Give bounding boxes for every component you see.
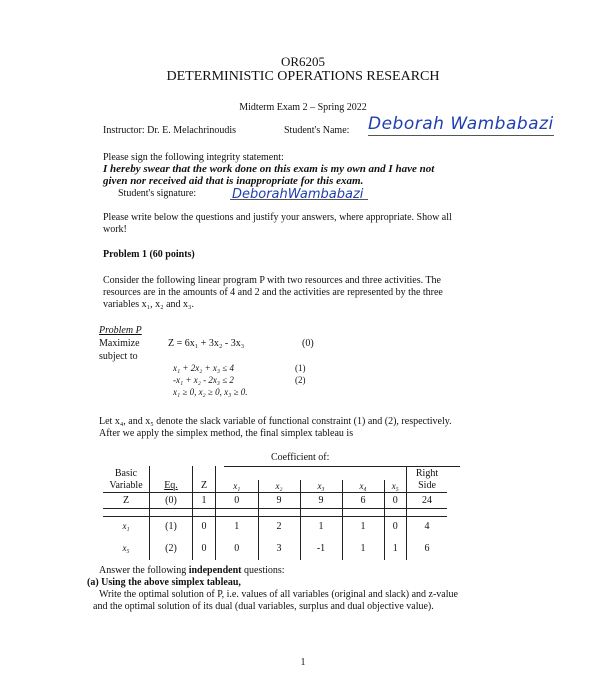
basic-cell: x₅ [122,543,130,553]
signature-label: Student's signature: [118,188,197,199]
constraint-2: -x₁ + x₂ - 2x₃ ≤ 2 [173,375,234,385]
questions-intro-bold: independent [188,565,242,576]
x5-column-header: x₅ [384,480,407,492]
coef-cell: 2 [258,516,300,536]
coef-cell: 6 [342,492,384,508]
coef-cell: 3 [258,536,300,560]
question-a-line1: (a) Using the above simplex tableau, [87,577,241,588]
coef-cell: 1 [342,516,384,536]
x4-column-header: x₄ [342,480,384,492]
constraint-1-number: (1) [295,363,306,373]
integrity-prompt: Please sign the following integrity statement: [103,152,284,163]
x3-column-header: x₃ [300,480,342,492]
constraint-1: x₁ + 2x₂ + x₃ ≤ 4 [173,363,234,373]
instructions-line1: Please write below the questions and justify your answers, where appropriate. Show all [103,212,452,223]
table-row [103,516,447,536]
coef-cell: 0 [216,536,259,560]
instructor-label: Instructor: Dr. E. Melachrinoudis [103,125,237,136]
objective-number: (0) [302,338,314,349]
coef-cell: -1 [300,536,342,560]
questions-intro-prefix: Answer the following [99,565,189,576]
coef-cell: 0 [384,516,407,536]
integrity-statement-line2: given nor received aid that is inappropriate for this exam. [103,175,364,187]
slack-definition-line2: After we apply the simplex method, the final simplex tableau is [99,428,354,439]
constraint-2-number: (2) [295,375,306,385]
coef-cell: 9 [258,492,300,508]
rhs-cell: 4 [407,516,448,536]
signature-handwritten: DeborahWambabazi [232,187,364,202]
coef-cell: 1 [216,516,259,536]
instructions-line2: work! [103,224,127,235]
subject-to-label: subject to [99,351,138,362]
student-name-handwritten: Deborah Wambabazi [368,114,554,134]
coef-cell: 0 [384,492,407,508]
maximize-label: Maximize [99,338,140,349]
course-code: OR6205 [280,54,326,69]
problem-intro-line3: variables x₁, x₂ and x₃. [103,299,194,310]
basic-variable-header: Basic [114,467,138,479]
rhs-header-2: Side [407,480,448,492]
objective-function: Z = 6x₁ + 3x₂ - 3x₃ [168,338,245,349]
basic-cell: x₁ [122,521,130,532]
z-column-header: Z [193,480,216,492]
final-simplex-tableau [103,466,447,560]
coef-cell: 0 [216,492,259,508]
coef-cell: 9 [300,492,342,508]
problem-intro-line2: resources are in the amounts of 4 and 2 and the activities are represented by the three [103,287,443,298]
lp-label: Problem P [99,325,142,336]
coefficient-divider [224,466,460,467]
question-a-line3: and the optimal solution of its dual (dual variables, surplus and dual objective value). [93,601,434,612]
eq-cell: (0) [150,492,193,508]
basic-variable-header-2: Variable [103,480,150,492]
coef-cell: 1 [342,536,384,560]
slack-definition-line1: Let x₄, and x₅ denote the slack variable of functional constraint (1) and (2), respectively. [99,416,452,427]
z-cell: 0 [193,516,216,536]
problem-intro-line1: Consider the following linear program P with two resources and three activities. The [103,275,441,286]
coef-cell: 1 [384,536,407,560]
nonnegativity-constraint: x₁ ≥ 0, x₂ ≥ 0, x₃ ≥ 0. [173,387,248,397]
question-a-line2: Write the optimal solution of P, i.e. values of all variables (original and slack) and z-value [99,589,458,600]
eq-cell: (2) [150,536,193,560]
questions-intro-suffix: questions: [241,565,285,576]
eq-cell: (1) [150,516,193,536]
x1-column-header: x₁ [216,480,259,492]
exam-title: Midterm Exam 2 – Spring 2022 [239,102,367,113]
coefficient-of-label: Coefficient of: [271,452,330,463]
z-cell: 0 [193,536,216,560]
problem-heading: Problem 1 (60 points) [103,249,195,260]
eq-header: Eq. [150,480,193,492]
signature-line [230,199,368,200]
student-name-line [368,135,554,136]
coef-cell: 1 [300,516,342,536]
page-number: 1 [300,657,306,668]
z-cell: 1 [193,492,216,508]
table-row [103,492,447,508]
rhs-cell: 24 [407,492,448,508]
integrity-statement-line1: I hereby swear that the work done on this exam is my own and I have not [103,163,435,175]
basic-cell: Z [103,492,150,508]
student-name-label: Student's Name: [284,125,350,136]
rhs-header: Right [407,466,448,480]
rhs-cell: 6 [407,536,448,560]
x2-column-header: x₂ [258,480,300,492]
table-row [103,536,447,560]
questions-intro [99,565,285,576]
course-title: DETERMINISTIC OPERATIONS RESEARCH [166,69,440,84]
